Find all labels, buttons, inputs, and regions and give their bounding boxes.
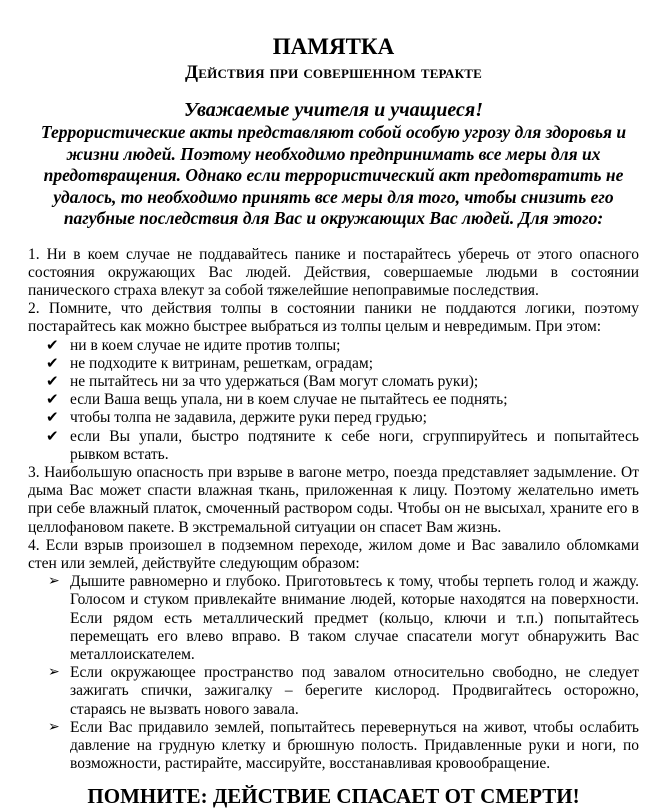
list-item: ✔ чтобы толпа не задавила, держите руки перед грудью; [46, 409, 427, 427]
list-item: ✔ если Ваша вещь упала, ни в коем случае не пытайтесь ее поднять; [46, 391, 508, 409]
greeting: Уважаемые учителя и учащиеся! [184, 99, 483, 121]
check-mark-icon: ✔ [46, 392, 59, 409]
memo-body [28, 246, 639, 774]
footer-slogan: ПОМНИТЕ: ДЕЙСТВИЕ СПАСАЕТ ОТ СМЕРТИ! [87, 784, 580, 809]
list-item: ➢ Дышите равномерно и глубоко. Приготовьтесь к тому, чтобы терпеть голод и жажду. Голосом и стуком привлекайте внимание людей, которые находятся на поверхности. Если рядом есть металлический предмет (кольцо, ключи и т.п.) попытайтесь перемещать его влево вправо. В таком случае спасатели могут обнаружить Вас металлоискателем. [48, 573, 639, 663]
list-item: ✔ ни в коем случае не идите против толпы; [46, 336, 341, 354]
check-mark-icon: ✔ [46, 410, 59, 427]
collapse-rules-list [28, 573, 639, 773]
list-item: ➢ Если окружающее пространство под завалом относительно свободно, не следует зажигать спички, зажигалку – берегите кислород. Продвигайтесь осторожно, стараясь не вызвать нового завала. [48, 664, 639, 718]
check-mark-icon: ✔ [46, 373, 59, 390]
crowd-rules-list [28, 337, 639, 464]
arrow-bullet-icon: ➢ [48, 665, 60, 681]
arrow-bullet-icon: ➢ [48, 574, 60, 590]
paragraph-1: 1. Ни в коем случае не поддавайтесь панике и постарайтесь уберечь от этого опасного состояния окружающих Вас людей. Действия, совершаемые людьми в состоянии панического страха влекут за собой тяжелейшие непоправимые последствия. [28, 245, 639, 299]
check-mark-icon: ✔ [46, 428, 59, 445]
list-item: ➢ Если Вас придавило землей, попытайтесь перевернуться на живот, чтобы ослабить давление на грудную клетку и брюшную полость. Придавленные руки и ноги, по возможности, растирайте, массируйте, восстанавливая кровообращение. [48, 718, 639, 773]
check-mark-icon: ✔ [46, 355, 59, 372]
list-item: ✔ не пытайтесь ни за что удержаться (Вам могут сломать руки); [46, 372, 479, 390]
page-subtitle: Действия при совершенном теракте [184, 62, 482, 83]
list-item: ✔ не подходите к витринам, решеткам, оградам; [46, 354, 374, 372]
paragraph-4: 4. Если взрыв произошел в подземном переходе, жилом доме и Вас завалило обломками стен или землей, действуйте следующим образом: [28, 536, 639, 572]
paragraph-2: 2. Помните, что действия толпы в состоянии паники не поддаются логики, поэтому постарайтесь как можно быстрее выбраться из толпы целым и невредимым. При этом: [28, 300, 639, 336]
check-mark-icon: ✔ [46, 337, 59, 354]
arrow-bullet-icon: ➢ [48, 719, 60, 735]
paragraph-3: 3. Наибольшую опасность при взрыве в вагоне метро, поезда представляет задымление. От дыма Вас может спасти влажная ткань, приложенная к лицу. Поэтому желательно иметь при себе влажный платок, смоченный раствором соды. Чтобы он не высыхал, храните его в целлофановом пакете. В экстремальной ситуации он спасет Вам жизнь. [28, 463, 639, 536]
intro-text: Террористические акты представляют собой особую угрозу для здоровья и жизни людей. Поэтому необходимо предпринимать все меры для их предотвращения. Однако если террористический акт предотвратить не удалось, то необходимо принять все меры для того, чтобы снизить его пагубные последствия для Вас и окружающих Вас людей. Для этого: [40, 122, 627, 228]
page-title: ПАМЯТКА [272, 34, 395, 59]
list-item: ✔ если Вы упали, быстро подтяните к себе ноги, сгруппируйтесь и попытайтесь рывком встать. [46, 427, 639, 463]
